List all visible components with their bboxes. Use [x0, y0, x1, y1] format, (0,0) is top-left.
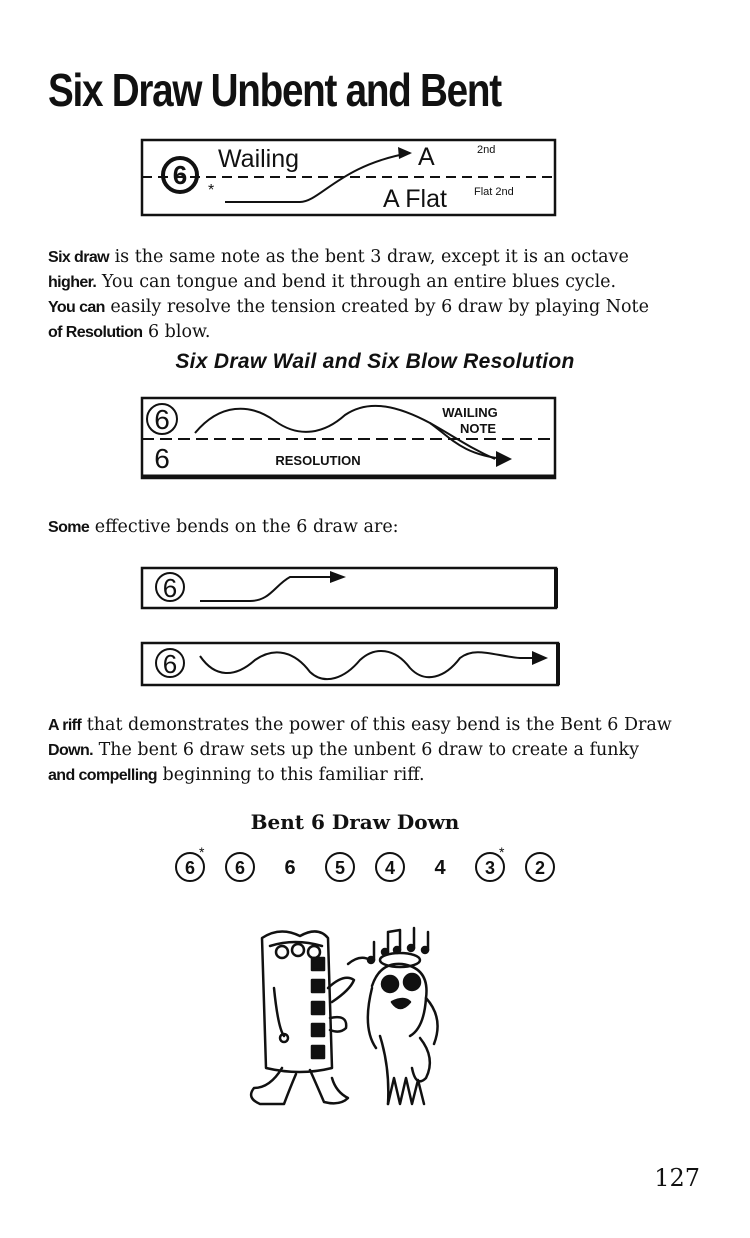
bend-chart-star: *	[208, 182, 215, 199]
harmonica-cartoon-illustration	[240, 918, 450, 1118]
note-label: NOTE	[459, 421, 497, 436]
wailing-label: WAILING	[442, 405, 498, 420]
riff-note-hole: 6	[184, 858, 196, 878]
riff-note	[376, 853, 404, 881]
page-title: Six Draw Unbent and Bent	[48, 64, 501, 116]
intro-line: higher. You can tongue and bend it through an entire blues cycle.	[48, 272, 617, 292]
bend-arrow-icon	[200, 577, 340, 601]
riff-note	[526, 853, 554, 881]
riff-note-hole: 6	[284, 857, 296, 879]
riff-note	[176, 844, 205, 881]
bend-diagram-slow	[0, 563, 750, 613]
note-bent-up-degree: 2nd	[477, 144, 496, 156]
page-number: 127	[654, 1164, 700, 1192]
resolution-chart	[0, 393, 750, 485]
resolution-chart-title: Six Draw Wail and Six Blow Resolution	[175, 350, 575, 373]
riff-note-hole: 5	[334, 858, 346, 878]
intro-paragraph	[48, 245, 708, 345]
bend-diagram-wave	[0, 638, 750, 690]
resolution-label: RESOLUTION	[275, 453, 361, 468]
bends-sentence: Some effective bends on the 6 draw are:	[48, 517, 399, 537]
riff-note-hole: 3	[484, 858, 496, 878]
riff-notation	[0, 840, 750, 890]
riff-intro-line: A riff that demonstrates the power of this easy bend is the Bent 6 Draw	[48, 715, 672, 735]
bend-chart	[0, 135, 750, 220]
riff-intro-line: and compelling beginning to this familiar riff.	[48, 765, 425, 785]
riff-note	[326, 853, 354, 881]
note-bent-degree: Flat 2nd	[474, 186, 514, 198]
wave-arrow-icon	[200, 651, 540, 679]
riff-note-hole: 2	[534, 858, 546, 878]
note-bent-up-label: A	[418, 143, 435, 171]
bend-chart-hole: 6	[172, 160, 188, 190]
intro-line: Six draw is the same note as the bent 3 draw, except it is an octave	[48, 247, 629, 267]
riff-intro-paragraph	[48, 713, 708, 788]
bend-star: *	[499, 844, 505, 860]
riff-note	[476, 844, 505, 881]
bend-hole-1: 6	[162, 573, 178, 603]
blow-hole: 6	[154, 443, 170, 474]
riff-intro-line: Down. The bent 6 draw sets up the unbent 6 draw to create a funky	[48, 740, 640, 760]
riff-note	[434, 857, 446, 879]
intro-line: You can easily resolve the tension created by 6 draw by playing Note	[48, 297, 649, 317]
riff-note-hole: 4	[434, 857, 446, 879]
note-unbent-label: Wailing	[218, 145, 300, 173]
bend-hole-2: 6	[162, 649, 178, 679]
draw-hole: 6	[154, 404, 170, 435]
bend-star: *	[199, 844, 205, 860]
riff-note	[284, 857, 295, 879]
note-bent-label: A Flat	[383, 185, 447, 213]
riff-note-hole: 4	[384, 858, 396, 878]
riff-note	[226, 853, 254, 881]
riff-title: Bent 6 Draw Down	[250, 810, 460, 834]
riff-note-hole: 6	[234, 858, 246, 878]
intro-line: of Resolution 6 blow.	[48, 322, 211, 342]
